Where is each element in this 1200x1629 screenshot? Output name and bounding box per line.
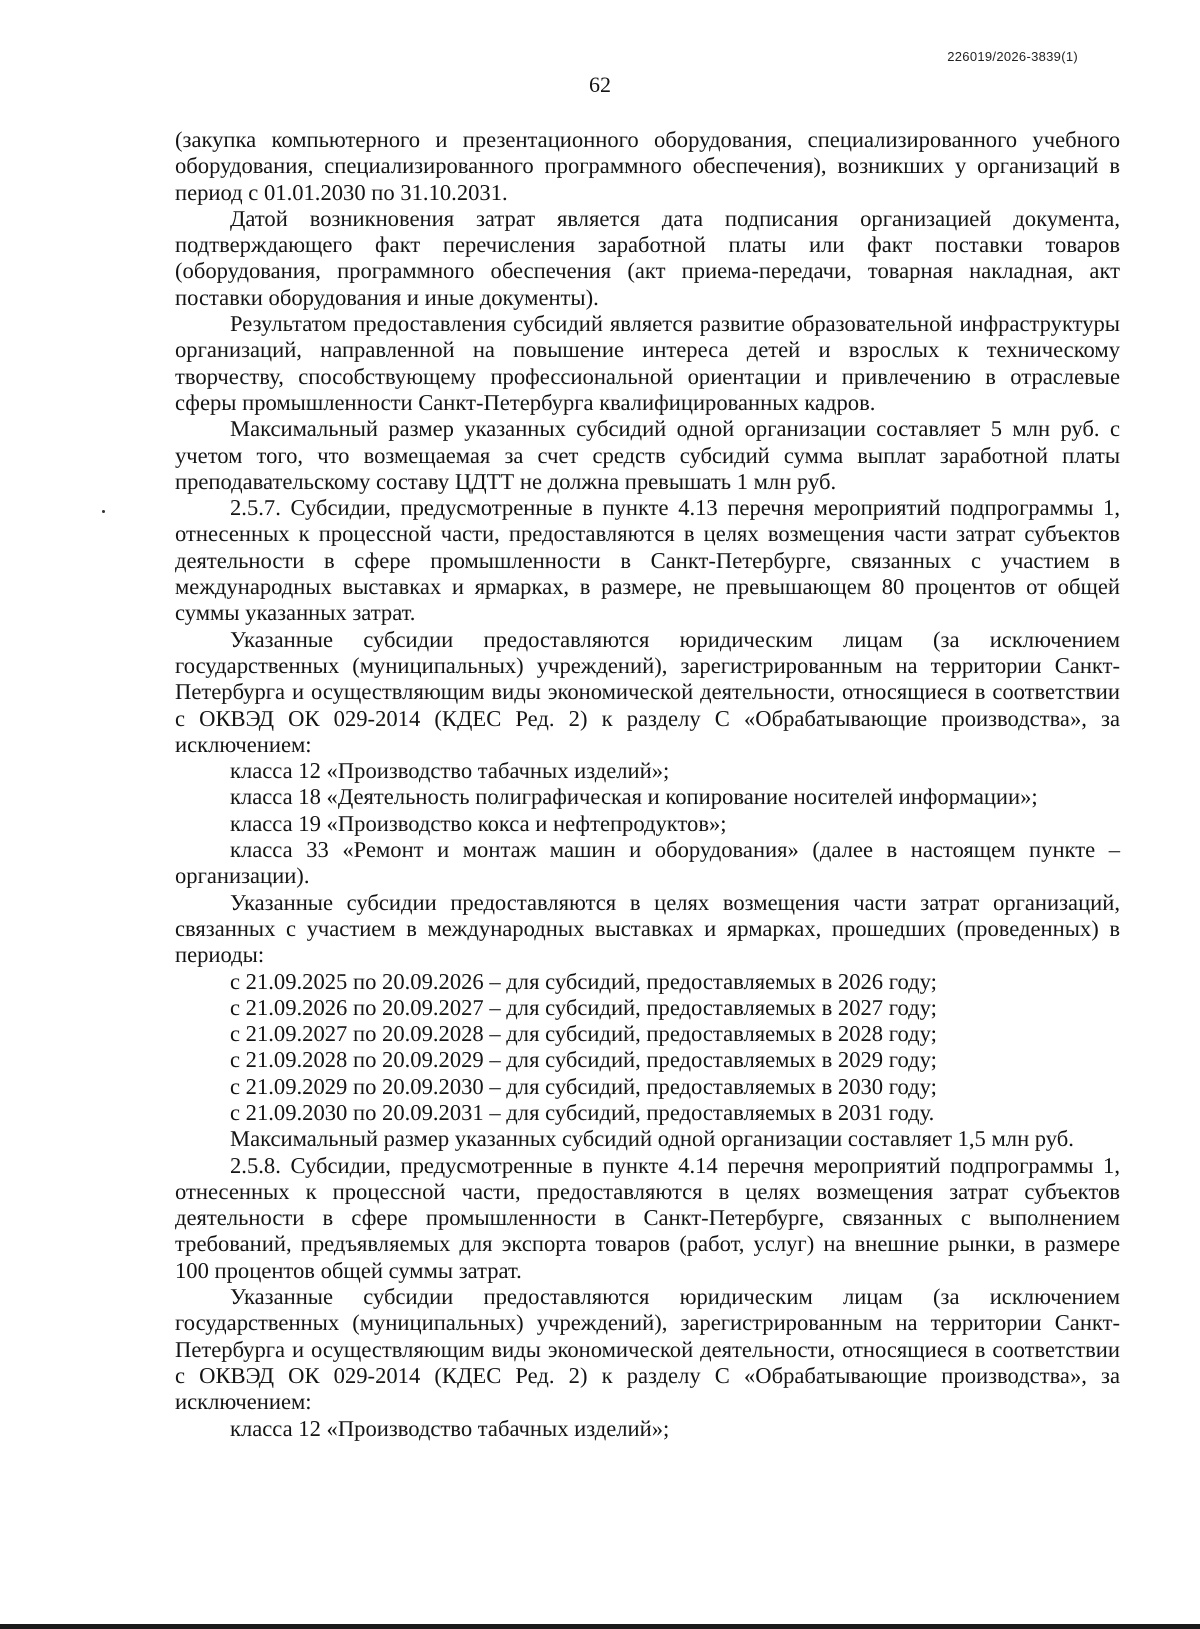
paragraph: класса 12 «Производство табачных изделий»; xyxy=(230,1415,670,1441)
document-registration-number: 226019/2026-3839(1) xyxy=(947,49,1078,64)
paragraph: с 21.09.2030 по 20.09.2031 – для субсидий, предоставляемых в 2031 году. xyxy=(230,1099,935,1125)
paragraph: 2.5.8. Субсидии, предусмотренные в пункте 4.14 перечня мероприятий подпрограммы 1, отнесенных к процессной части, предоставляются в целях возмещения затрат субъектов деятельности в сфере промышленности в Санкт-Петербурге, связанных с выполнением требований, предъявляемых для экспорта товаров (работ, услуг) на внешние рынки, в размере 100 процентов общей суммы затрат. xyxy=(175,1152,1120,1283)
paragraph: класса 12 «Производство табачных изделий»; xyxy=(230,758,670,784)
paragraph: с 21.09.2028 по 20.09.2029 – для субсидий, предоставляемых в 2029 году; xyxy=(230,1047,937,1073)
paragraph: Датой возникновения затрат является дата подписания организацией документа, подтверждающего факт перечисления заработной платы или факт поставки товаров (оборудования, программного обеспечения (акт приема-передачи, товарная накладная, акт поставки оборудования и иные документы). xyxy=(175,205,1120,310)
page-bottom-edge xyxy=(0,1624,1200,1629)
paragraph: (закупка компьютерного и презентационного оборудования, специализированного учебного оборудования, специализированного программного обеспечения), возникших у организаций в период с 01.01.2030 по 31.10.2031. xyxy=(175,127,1120,205)
paragraph: Максимальный размер указанных субсидий одной организации составляет 1,5 млн руб. xyxy=(230,1126,1074,1152)
page-number: 62 xyxy=(589,72,611,97)
paragraph: 2.5.7. Субсидии, предусмотренные в пункте 4.13 перечня мероприятий подпрограммы 1, отнесенных к процессной части, предоставляются в целях возмещения части затрат субъектов деятельности в сфере промышленности в Санкт-Петербурге, связанных с участием в международных выставках и ярмарках, в размере, не превышающем 80 процентов от общей суммы указанных затрат. xyxy=(175,495,1120,626)
document-body xyxy=(175,127,1120,1442)
paragraph: с 21.09.2026 по 20.09.2027 – для субсидий, предоставляемых в 2027 году; xyxy=(230,994,937,1020)
paragraph: с 21.09.2029 по 20.09.2030 – для субсидий, предоставляемых в 2030 году; xyxy=(230,1073,937,1099)
paragraph: с 21.09.2027 по 20.09.2028 – для субсидий, предоставляемых в 2028 году; xyxy=(230,1021,937,1047)
paragraph: Указанные субсидии предоставляются в целях возмещения части затрат организаций, связанных с участием в международных выставках и ярмарках, прошедших (проведенных) в периоды: xyxy=(175,889,1120,968)
paragraph: с 21.09.2025 по 20.09.2026 – для субсидий, предоставляемых в 2026 году; xyxy=(230,968,937,994)
paragraph: Указанные субсидии предоставляются юридическим лицам (за исключением государственных (муниципальных) учреждений), зарегистрированным на территории Санкт-Петербурга и осуществляющим виды экономической деятельности, относящиеся в соответствии с ОКВЭД ОК 029-2014 (КДЕС Ред. 2) к разделу С «Обрабатывающие производства», за исключением: xyxy=(175,626,1120,757)
paragraph: класса 19 «Производство кокса и нефтепродуктов»; xyxy=(230,810,727,836)
paragraph: Максимальный размер указанных субсидий одной организации составляет 5 млн руб. с учетом того, что возмещаемая за счет средств субсидий сумма выплат заработной платы преподавательскому составу ЦДТТ не должна превышать 1 млн руб. xyxy=(175,416,1120,494)
paragraph: класса 33 «Ремонт и монтаж машин и оборудования» (далее в настоящем пункте – организации). xyxy=(175,837,1120,889)
paragraph: класса 18 «Деятельность полиграфическая и копирование носителей информации»; xyxy=(230,784,1038,810)
scan-artifact-dot xyxy=(102,510,105,513)
paragraph: Результатом предоставления субсидий является развитие образовательной инфраструктуры организаций, направленной на повышение интереса детей и взрослых к техническому творчеству, способствующему профессиональной ориентации и привлечению в отраслевые сферы промышленности Санкт-Петербурга квалифицированных кадров. xyxy=(175,311,1120,415)
paragraph: Указанные субсидии предоставляются юридическим лицам (за исключением государственных (муниципальных) учреждений), зарегистрированным на территории Санкт-Петербурга и осуществляющим виды экономической деятельности, относящиеся в соответствии с ОКВЭД ОК 029-2014 (КДЕС Ред. 2) к разделу С «Обрабатывающие производства», за исключением: xyxy=(175,1284,1120,1415)
